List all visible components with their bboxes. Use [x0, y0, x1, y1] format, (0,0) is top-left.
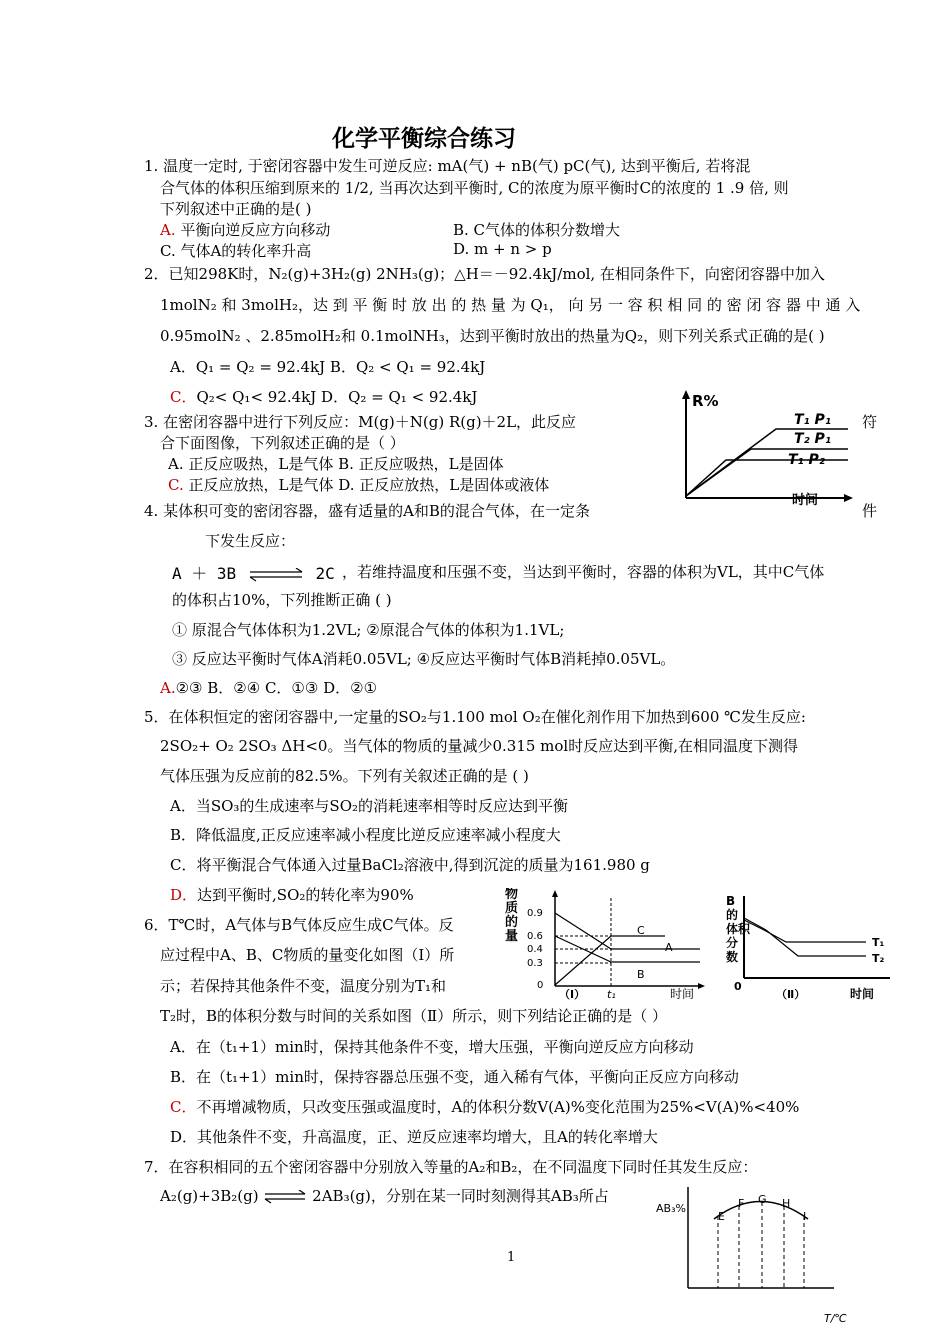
q4-options-text: ②③ B．②④ C．①③ D．②①: [175, 679, 378, 697]
q1-option-a: [160, 219, 330, 240]
q7-point-f: F: [738, 1197, 745, 1210]
q6-option-c-letter: C．: [170, 1098, 197, 1116]
q7-point-h: H: [782, 1197, 791, 1210]
q7-line2-left: A₂(g)+3B₂(g): [160, 1187, 259, 1205]
q4-line1: 4. 某体积可变的密闭容器，盛有适量的A和B的混合气体，在一定条: [144, 502, 590, 520]
q4-line1-tail: 件: [862, 502, 878, 520]
q7-line2: [160, 1185, 609, 1206]
q3-options-ab: A. 正反应吸热，L是气体 B. 正反应吸热，L是固体: [168, 455, 504, 473]
q3-curve1-label: T₁ P₁: [794, 412, 831, 428]
q6-fig1-tag: （Ⅰ）: [559, 988, 586, 1000]
q4-line4: 的体积占10%，下列推断正确 ( ): [172, 591, 392, 609]
q7-graph: [656, 1182, 856, 1332]
q4-equation: [172, 561, 335, 584]
q6-fig2-ylabel-5: 数: [726, 950, 739, 964]
q2-options-cd: [170, 386, 477, 407]
q6-option-c: [170, 1096, 799, 1117]
q3-curve3-label: T₁ P₂: [788, 452, 825, 468]
q1-option-b: B. C气体的体积分数增大: [453, 221, 621, 239]
q2-options-ab: A．Q₁ = Q₂ = 92.4kJ B．Q₂ < Q₁ = 92.4kJ: [170, 358, 486, 376]
q5-option-d-text: 达到平衡时,SO₂的转化率为90%: [197, 886, 414, 904]
q6-line1: 6．T℃时，A气体与B气体反应生成C气体。反: [144, 916, 454, 934]
q4-line2: 下发生反应：: [205, 532, 296, 550]
q1-line3: 下列叙述中正确的是( ): [160, 200, 312, 218]
q6-fig1-label-c: C: [637, 924, 645, 937]
q3-curve2-label: T₂ P₁: [794, 431, 831, 447]
q4-statements-34: ③ 反应达平衡时气体A消耗0.05VL; ④反应达平衡时气体B消耗掉0.05VL。: [172, 650, 676, 668]
q1-option-c: C. 气体A的转化率升高: [160, 242, 312, 260]
q3-line1: 3. 在密闭容器中进行下列反应：M(g)＋N(g) R(g)＋2L，此反应: [144, 413, 577, 431]
q3-graph: [676, 388, 856, 523]
q5-line3: 气体压强为反应前的82.5%。下列有关叙述正确的是 ( ): [160, 767, 529, 785]
q6-figure-1: [505, 888, 710, 1000]
q4-line3: ，若维持温度和压强不变，当达到平衡时，容器的体积为VL，其中C气体: [342, 563, 825, 581]
q4-option-a-letter: A.: [160, 679, 176, 697]
q7-line1: 7．在容积相同的五个密闭容器中分别放入等量的A₂和B₂，在不同温度下同时任其发生反应：: [144, 1158, 758, 1176]
q6-option-a: A．在（t₁+1）min时，保持其他条件不变，增大压强，平衡向逆反应方向移动: [170, 1038, 694, 1056]
q2-option-c-letter: C．: [170, 388, 197, 406]
q3-line2: 合下面图像，下列叙述正确的是（ ）: [160, 434, 405, 452]
q6-fig2-line-t1: [744, 920, 866, 942]
q6-line3: 示；若保持其他条件不变，温度分别为T₁和: [160, 977, 447, 995]
q1-option-d: D. m + n > p: [453, 240, 552, 258]
q4-options: [160, 677, 377, 698]
q3-graph-xlabel: 时间: [792, 493, 819, 508]
q6-fig2-label-t2: T₂: [872, 952, 885, 965]
q6-option-c-text: 不再增减物质，只改变压强或温度时，A的体积分数V(A)%变化范围为25%<V(A)%<40%: [196, 1098, 800, 1116]
q7-graph-xlabel: T/℃: [824, 1312, 847, 1325]
q6-fig1-tick-03: 0.3: [527, 958, 543, 969]
q2-line2: 1molN₂ 和 3molH₂，达 到 平 衡 时 放 出 的 热 量 为 Q₁， 向 另 一 容 积 相 同 的 密 闭 容 器 中 通 入: [160, 296, 861, 314]
equilibrium-arrow-icon: [246, 568, 306, 582]
q6-figure-2-svg: [726, 890, 896, 1002]
q6-line4: T₂时，B的体积分数与时间的关系如图（Ⅱ）所示，则下列结论正确的是（ ）: [160, 1007, 668, 1025]
q4-statements-12: ① 原混合气体体积为1.2VL; ②原混合气体的体积为1.1VL;: [172, 621, 565, 639]
q6-line2: 应过程中A、B、C物质的量变化如图（Ⅰ）所: [160, 946, 455, 964]
q6-fig1-line-a: [555, 913, 700, 949]
q6-figure-1-svg: [505, 888, 710, 1000]
q6-fig1-ylabel-4: 量: [505, 929, 519, 944]
q2-line1: 2．已知298K时，N₂(g)+3H₂(g) 2NH₃(g)；△H＝－92.4kJ/mol, 在相同条件下，向密闭容器中加入: [144, 265, 825, 283]
q1-option-a-text: 平衡向逆反应方向移动: [175, 221, 331, 239]
q7-graph-ylabel: AB₃%: [656, 1202, 686, 1215]
equilibrium-arrow-icon: [263, 1190, 307, 1204]
q7-point-g: G: [758, 1193, 767, 1206]
q5-option-a: A．当SO₃的生成速率与SO₂的消耗速率相等时反应达到平衡: [170, 797, 569, 815]
q3-graph-svg: [676, 388, 856, 523]
q5-line1: 5．在体积恒定的密闭容器中,一定量的SO₂与1.100 mol O₂在催化剂作用下加热到600 ℃发生反应:: [144, 708, 806, 726]
q6-fig2-ylabel-1: B: [726, 894, 736, 908]
q2-options-cd-text: Q₂< Q₁< 92.4kJ D．Q₂ = Q₁ < 92.4kJ: [196, 388, 478, 406]
q4-eq-left: A ＋ 3B: [172, 564, 237, 583]
q3-option-c-letter: C.: [168, 476, 184, 494]
q6-fig1-label-b: B: [637, 968, 645, 981]
q1-line1: 1. 温度一定时, 于密闭容器中发生可逆反应: mA(气) + nB(气) pC(气), 达到平衡后, 若将混: [144, 157, 751, 175]
q7-point-e: E: [718, 1210, 725, 1223]
q6-fig2-ylabel: [726, 890, 727, 891]
q5-option-d-letter: D．: [170, 886, 198, 904]
q5-option-d: [170, 884, 414, 905]
q6-fig1-tick-09: 0.9: [527, 908, 543, 919]
q1-line2: 合气体的体积压缩到原来的 1/2, 当再次达到平衡时, C的浓度为原平衡时C的浓度的 1 .9 倍, 则: [160, 179, 789, 197]
q6-fig1-xlabel: 时间: [670, 987, 695, 1000]
q6-fig2-xlabel: 时间: [850, 987, 875, 1001]
q6-fig1-zero: 0: [537, 980, 544, 991]
q7-point-i: I: [803, 1210, 807, 1223]
q5-option-c: C．将平衡混合气体通入过量BaCl₂溶液中,得到沉淀的质量为161.980 g: [170, 856, 650, 874]
q6-fig2-ylabel-3: 体积: [726, 922, 751, 936]
q7-line2-right: 2AB₃(g)，分别在某一同时刻测得其AB₃所占: [312, 1187, 609, 1205]
q6-fig2-tag: （Ⅱ）: [776, 988, 806, 1001]
q6-option-b: B．在（t₁+1）min时，保持容器总压强不变，通入稀有气体，平衡向正反应方向移动: [170, 1068, 739, 1086]
q6-fig1-ylabel: [505, 888, 506, 889]
q6-fig1-tick-04: 0.4: [527, 944, 543, 955]
q6-option-d: D．其他条件不变，升高温度，正、逆反应速率均增大，且A的转化率增大: [170, 1128, 658, 1146]
q3-options-cd-text: 正反应放热，L是气体 D. 正反应放热，L是固体或液体: [183, 476, 550, 494]
q2-line3: 0.95molN₂ 、2.85molH₂和 0.1molNH₃，达到平衡时放出的热量为Q₂，则下列关系式正确的是( ): [160, 327, 825, 345]
q6-fig2-ylabel-2: 的: [726, 908, 739, 922]
q6-figure-2: [726, 890, 896, 1002]
q6-fig1-ylabel-1: 物: [505, 888, 519, 902]
q7-graph-svg: [656, 1182, 856, 1332]
q6-fig1-t1: t₁: [607, 988, 616, 1000]
q6-fig2-label-t1: T₁: [872, 936, 885, 949]
q6-fig1-ylabel-2: 质: [505, 901, 519, 916]
q6-fig1-label-a: A: [665, 941, 673, 954]
q4-eq-right: 2C: [315, 564, 335, 583]
q3-options-cd: [168, 474, 549, 495]
q5-line2: 2SO₂+ O₂ 2SO₃ ΔH<0。当气体的物质的量减少0.315 mol时反应达到平衡,在相同温度下测得: [160, 737, 799, 755]
page-number: 1: [507, 1250, 516, 1265]
page-title: 化学平衡综合练习: [332, 126, 516, 152]
q3-line1-tail: 符: [862, 413, 878, 431]
q3-graph-ylabel: R%: [692, 392, 719, 410]
q6-fig2-ylabel-4: 分: [726, 936, 739, 950]
q6-fig2-zero: 0: [734, 980, 742, 993]
q6-fig1-tick-06: 0.6: [527, 931, 543, 942]
q6-fig2-line-t2: [744, 918, 866, 956]
q6-fig1-ylabel-3: 的: [505, 915, 519, 930]
q5-option-b: B．降低温度,正反应速率减小程度比逆反应速率减小程度大: [170, 826, 561, 844]
q1-option-a-letter: A.: [160, 221, 176, 239]
